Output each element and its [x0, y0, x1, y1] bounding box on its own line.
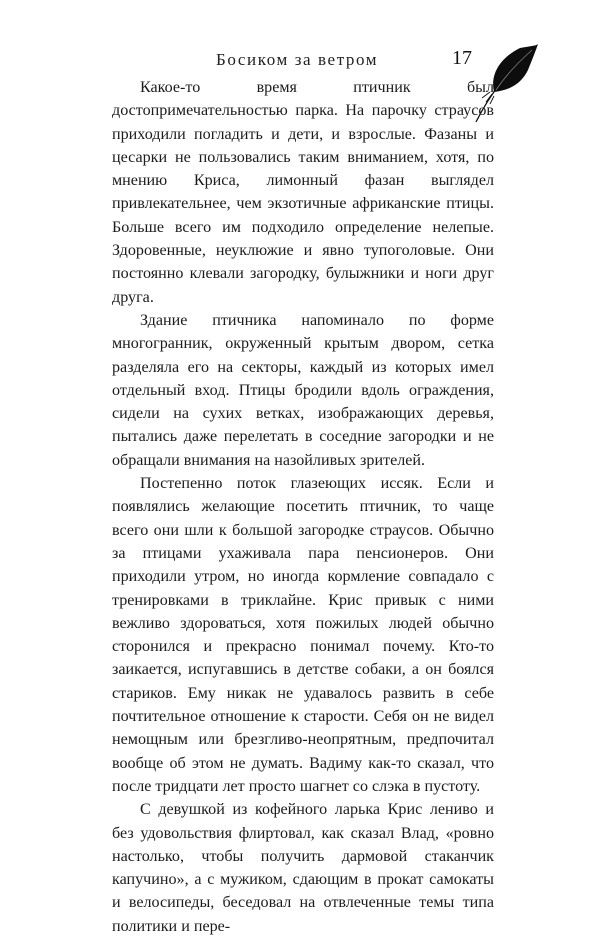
page-number: 17: [452, 47, 472, 69]
paragraph: С девушкой из кофейного ларька Крис лениво и без удовольствия флиртовал, как сказал Влад, «ровно настолько, чтобы получить дармовой стаканчик капучино», а с мужиком, сдающим в прокат самокаты и велосипеды, беседовал на отвлеченные темы типа политики и пере-: [112, 801, 494, 935]
paragraph: Какое-то время птичник был достопримечательностью парка. На парочку страусов приходили погладить и дети, и взрослые. Фазаны и цесарки не пользовались таким вниманием, хотя, по мнению Криса, лимонный фазан выглядел привлекательнее, чем экзотичные африканские птицы. Больше всего им подходило определение нелепые. Здоровенные, неуклюжие и явно тупоголовые. Они постоянно клевали загородку, булыжники и ноги друг друга.: [112, 79, 494, 306]
paragraph: Постепенно поток глазеющих иссяк. Если и появлялись желающие посетить птичник, то чаще всего они шли к большой загородке страусов. Обычно за птицами ухаживала пара пенсионеров. Они приходили утром, но иногда кормление совпадало с тренировками в триклайне. Крис привык с ними вежливо здороваться, хотя пожилых людей обычно сторонился и прекрасно понимал почему. Кто-то заикается, испугавшись в детстве собаки, а он боялся стариков. Ему никак не удавалось развить в себе почтительное отношение к старости. Себя он не видел немощным или брезгливо-неопрятным, предпочитал вообще об этом не думать. Вадиму как-то сказал, что после тридцати лет просто шагнет со слэка в пустоту.: [112, 475, 494, 795]
book-title: Босиком за ветром: [216, 50, 379, 69]
paragraph: Здание птичника напоминало по форме многогранник, окруженный крытым двором, сетка разделяла его на секторы, каждый из которых имел отдельный вход. Птицы бродили вдоль ограждения, сидели на сухих ветках, изображающих деревья, пытались даже перелетать в соседние загородки и не обращали внимания на назойливых зрителей.: [112, 311, 494, 469]
running-head: [0, 44, 600, 74]
body-text: [112, 76, 494, 938]
